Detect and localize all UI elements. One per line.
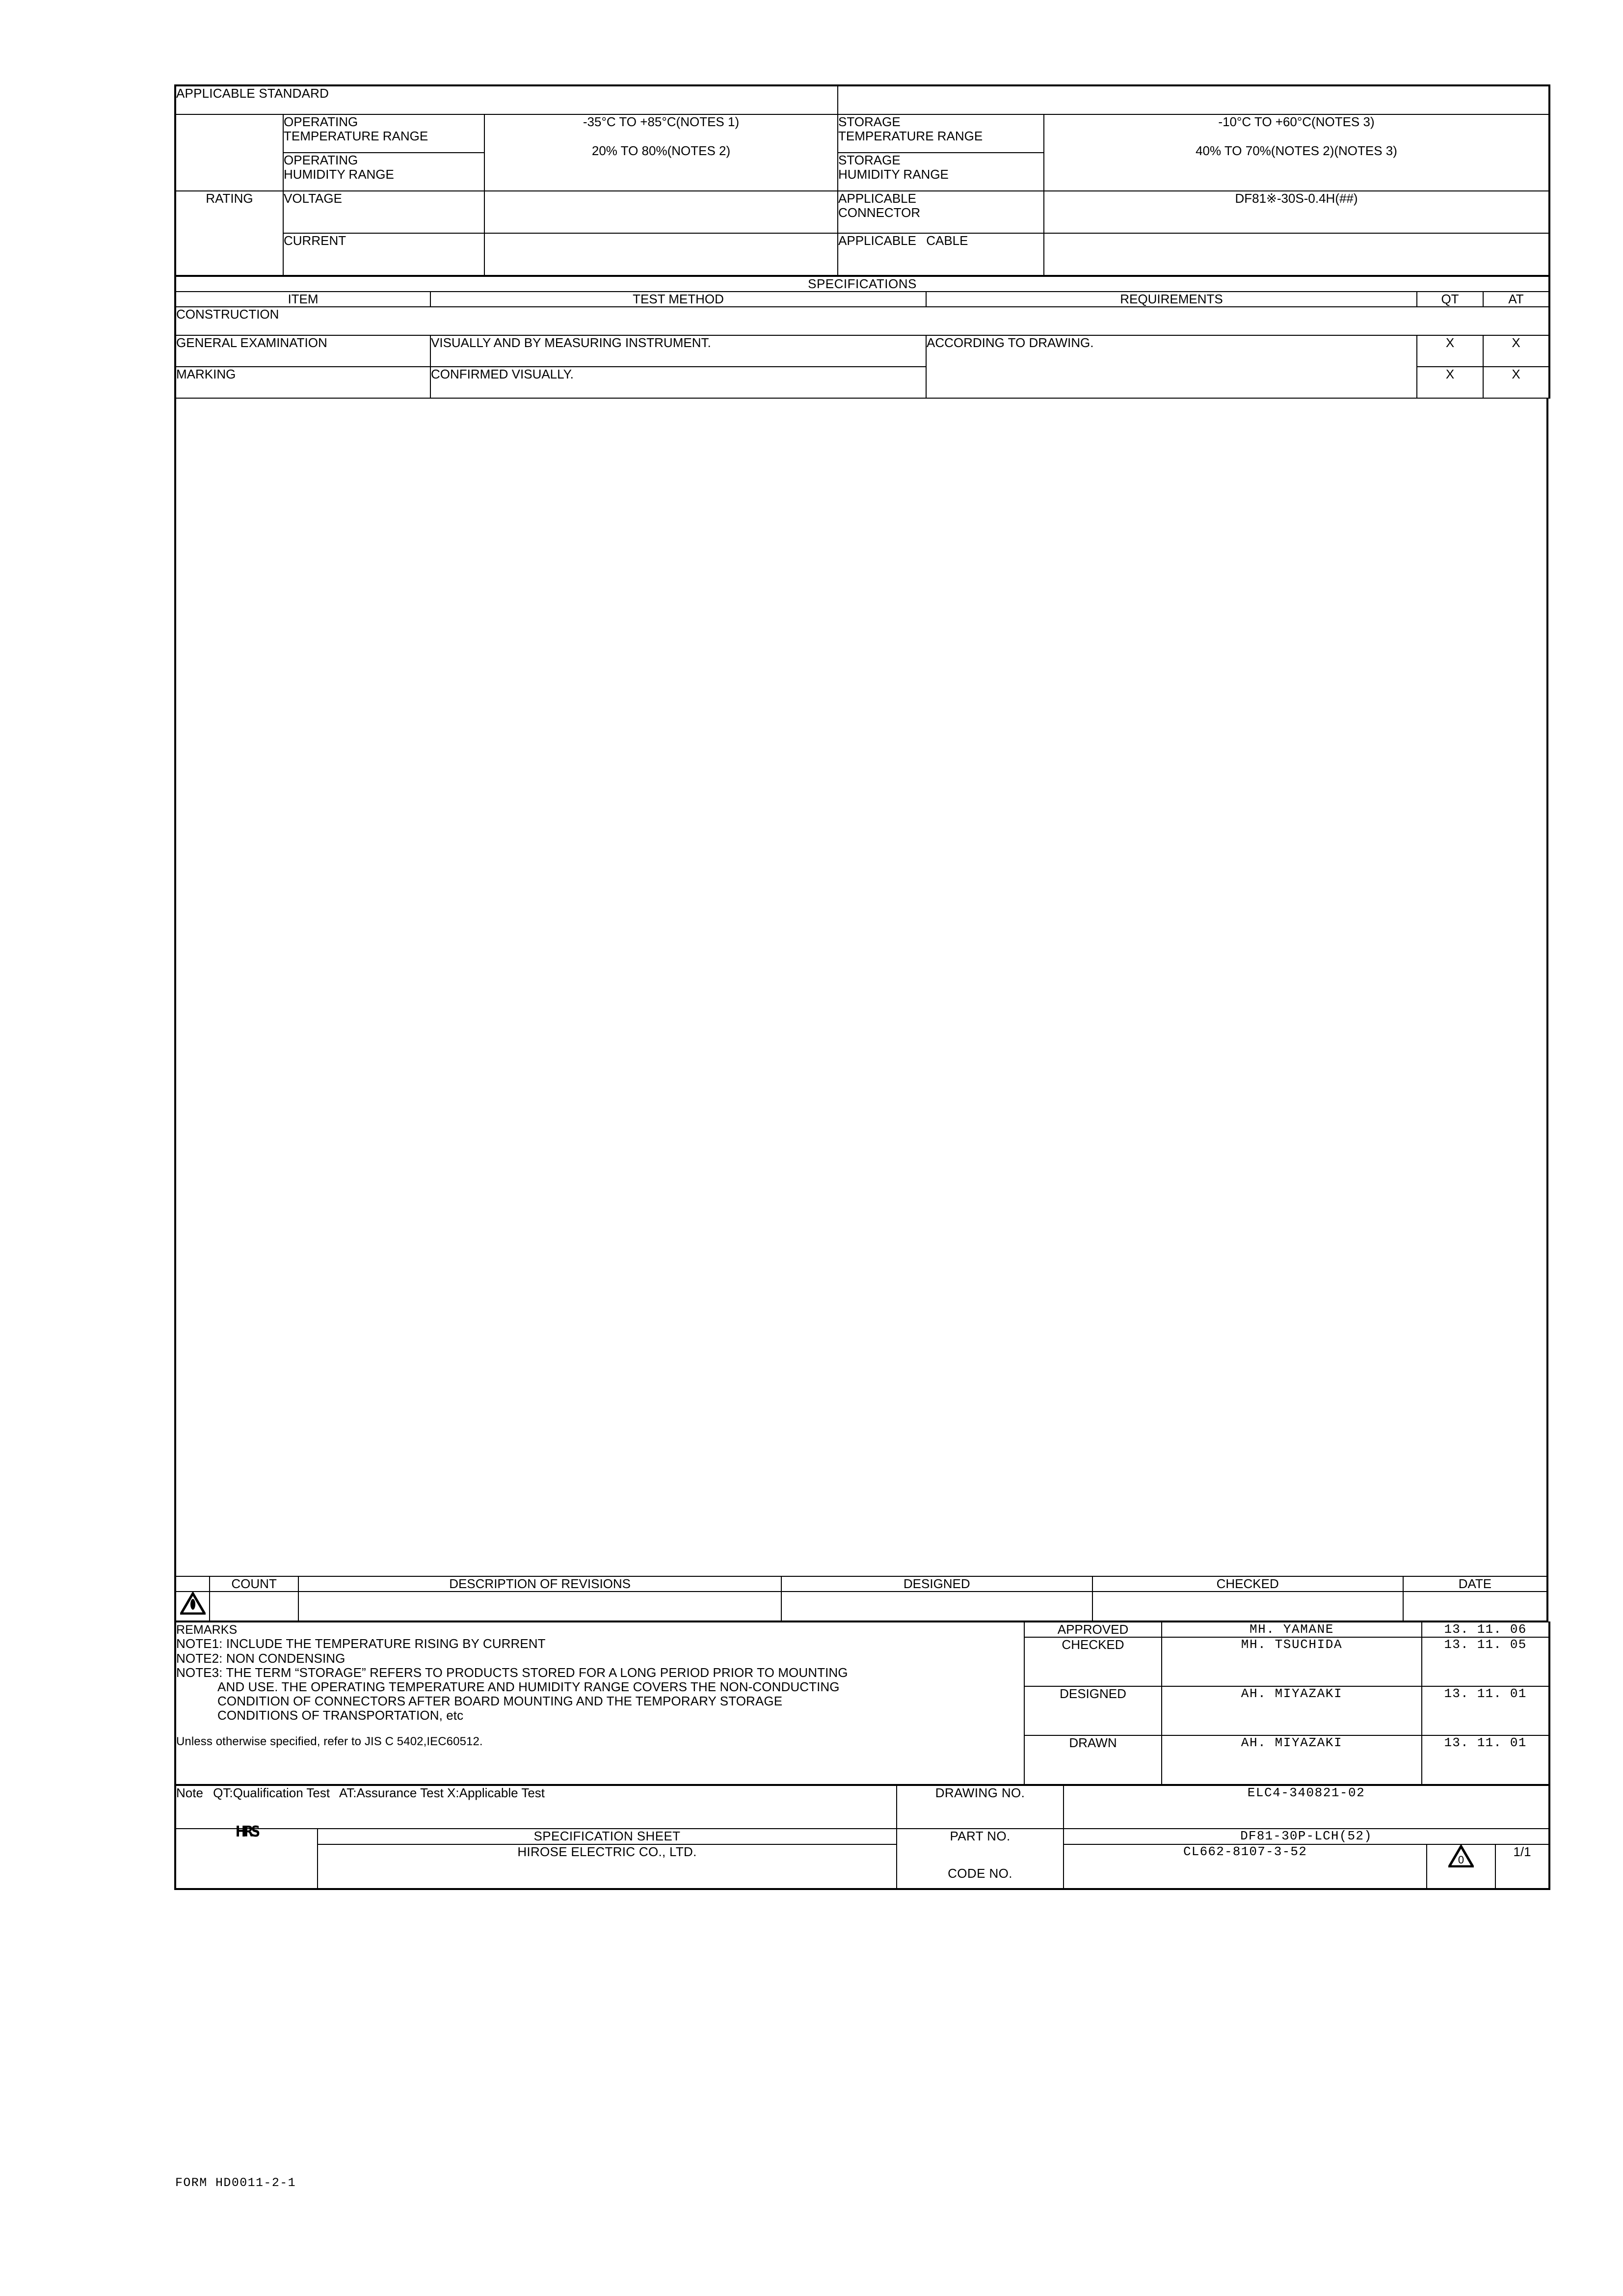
label-line-2: TEMPERATURE RANGE bbox=[284, 129, 428, 144]
table-row bbox=[175, 335, 1549, 367]
drawing-body-area bbox=[174, 399, 1548, 1576]
remarks-approval-table bbox=[174, 1621, 1550, 1785]
approval-date: 13. 11. 01 bbox=[1422, 1686, 1549, 1735]
header-test-method: TEST METHOD bbox=[430, 292, 926, 307]
remarks-block bbox=[175, 1622, 1024, 1784]
hrs-logo: HRS bbox=[175, 1823, 318, 1894]
remarks-title: REMARKS bbox=[176, 1623, 238, 1637]
label-line-1: STORAGE bbox=[838, 153, 901, 167]
code-no-row bbox=[175, 1844, 1549, 1889]
revision-header-description: DESCRIPTION OF REVISIONS bbox=[298, 1576, 781, 1592]
svg-text:0: 0 bbox=[1458, 1853, 1464, 1866]
header-item: ITEM bbox=[175, 292, 430, 307]
revision-mark-cell bbox=[175, 1592, 210, 1621]
revision-table bbox=[174, 1576, 1548, 1621]
code-no-value: CL662-8107-3-52 bbox=[1064, 1844, 1427, 1889]
applicable-standard-row bbox=[175, 85, 1549, 114]
row-item: GENERAL EXAMINATION bbox=[175, 335, 430, 367]
label-line-1: STORAGE bbox=[838, 114, 901, 129]
company-name: HIROSE ELECTRIC CO., LTD. bbox=[318, 1844, 897, 1889]
form-label: FORM HD0011-2-1 bbox=[175, 2176, 296, 2190]
table-row bbox=[175, 1592, 1547, 1621]
approval-date: 13. 11. 06 bbox=[1422, 1622, 1549, 1637]
remarks-note3-line3: CONDITION OF CONNECTORS AFTER BOARD MOUNTING AND THE TEMPORARY STORAGE bbox=[217, 1693, 783, 1708]
label-line-2: HUMIDITY RANGE bbox=[284, 167, 394, 182]
applicable-connector-label bbox=[838, 191, 1044, 233]
specifications-table bbox=[174, 276, 1550, 399]
revision-header-designed: DESIGNED bbox=[781, 1576, 1092, 1592]
construction-section-row bbox=[175, 307, 1549, 335]
approval-name: MH. TSUCHIDA bbox=[1162, 1637, 1422, 1686]
rating-label: RATING bbox=[175, 191, 283, 275]
header-qt: QT bbox=[1417, 292, 1483, 307]
label-line-2: TEMPERATURE RANGE bbox=[838, 129, 983, 144]
current-value bbox=[484, 233, 838, 275]
rating-table bbox=[174, 84, 1550, 276]
section-title-construction: CONSTRUCTION bbox=[175, 307, 1549, 335]
operating-temperature-value: -35°C TO +85°C(NOTES 1) bbox=[583, 114, 740, 129]
row-requirements: ACCORDING TO DRAWING. bbox=[926, 335, 1417, 398]
header-at: AT bbox=[1483, 292, 1549, 307]
row-qt: X bbox=[1417, 335, 1483, 367]
revision-count bbox=[210, 1592, 298, 1621]
revision-mark-cell bbox=[1427, 1844, 1495, 1889]
code-no-label-text: CODE NO. bbox=[948, 1865, 1012, 1881]
applicable-standard-label: APPLICABLE STANDARD bbox=[175, 85, 838, 114]
approval-name: AH. MIYAZAKI bbox=[1162, 1686, 1422, 1735]
part-no-value: DF81-30P-LCH(52) bbox=[1064, 1829, 1549, 1844]
approval-role: APPROVED bbox=[1024, 1622, 1162, 1637]
voltage-label: VOLTAGE bbox=[283, 191, 484, 233]
approval-date: 13. 11. 01 bbox=[1422, 1735, 1549, 1784]
row-item: MARKING bbox=[175, 367, 430, 398]
remarks-note3-line4: CONDITIONS OF TRANSPORTATION, etc bbox=[217, 1707, 464, 1723]
applicable-standard-value bbox=[838, 85, 1549, 114]
remarks-note3-line1: NOTE3: THE TERM “STORAGE” REFERS TO PRODUCTS STORED FOR A LONG PERIOD PRIOR TO MOUNTING bbox=[176, 1665, 848, 1680]
rating-row-current bbox=[175, 233, 1549, 275]
revision-date bbox=[1403, 1592, 1547, 1621]
rating-row-operating-temp bbox=[175, 114, 1549, 153]
remarks-approval-row-1 bbox=[175, 1622, 1549, 1637]
approval-name: MH. YAMANE bbox=[1162, 1622, 1422, 1637]
revision-designed bbox=[781, 1592, 1092, 1621]
label-line-1: APPLICABLE bbox=[838, 191, 916, 206]
storage-humidity-label bbox=[838, 153, 1044, 191]
page-number: 1/1 bbox=[1495, 1844, 1549, 1889]
drawing-no-value: ELC4-340821-02 bbox=[1064, 1785, 1549, 1829]
approval-date: 13. 11. 05 bbox=[1422, 1637, 1549, 1686]
specification-sheet bbox=[174, 84, 1548, 2165]
revision-header-row bbox=[175, 1576, 1547, 1592]
applicable-connector-value: DF81※-30S-0.4H(##) bbox=[1044, 191, 1549, 233]
specifications-title: SPECIFICATIONS bbox=[175, 276, 1549, 292]
part-no-row bbox=[175, 1829, 1549, 1844]
row-at: X bbox=[1483, 335, 1549, 367]
row-test-method: VISUALLY AND BY MEASURING INSTRUMENT. bbox=[430, 335, 926, 367]
remarks-note2: NOTE2: NON CONDENSING bbox=[176, 1650, 346, 1666]
sheet-title: SPECIFICATION SHEET bbox=[318, 1829, 897, 1844]
voltage-value bbox=[484, 191, 838, 233]
label-line-2: CONNECTOR bbox=[838, 205, 921, 220]
label-line-1: OPERATING bbox=[284, 153, 358, 167]
approval-role: CHECKED bbox=[1024, 1637, 1162, 1686]
revision-description bbox=[298, 1592, 781, 1621]
storage-values-cell bbox=[1044, 114, 1549, 191]
rating-label-cell bbox=[175, 114, 283, 191]
drawing-no-label: DRAWING NO. bbox=[897, 1785, 1064, 1829]
current-label: CURRENT bbox=[283, 233, 484, 275]
applicable-cable-label: APPLICABLE CABLE bbox=[838, 233, 1044, 275]
triangle-icon bbox=[180, 1592, 206, 1615]
approval-role: DESIGNED bbox=[1024, 1686, 1162, 1735]
operating-values-cell bbox=[484, 114, 838, 191]
revision-checked bbox=[1092, 1592, 1403, 1621]
row-qt: X bbox=[1417, 367, 1483, 398]
operating-humidity-value: 20% TO 80%(NOTES 2) bbox=[591, 143, 731, 159]
approval-role: DRAWN bbox=[1024, 1735, 1162, 1784]
row-at: X bbox=[1483, 367, 1549, 398]
revision-header-count: COUNT bbox=[210, 1576, 298, 1592]
triangle-revision-icon bbox=[1448, 1845, 1474, 1867]
applicable-cable-value bbox=[1044, 233, 1549, 275]
storage-humidity-value: 40% TO 70%(NOTES 2)(NOTES 3) bbox=[1196, 143, 1397, 159]
label-line-2: HUMIDITY RANGE bbox=[838, 167, 949, 182]
operating-humidity-label bbox=[283, 153, 484, 191]
storage-temperature-label bbox=[838, 114, 1044, 153]
remarks-note3-line2: AND USE. THE OPERATING TEMPERATURE AND HUMIDITY RANGE COVERS THE NON-CONDUCTING bbox=[217, 1679, 840, 1694]
label-line-1: OPERATING bbox=[284, 114, 358, 129]
operating-temperature-label bbox=[283, 114, 484, 153]
part-no-label bbox=[897, 1829, 1064, 1889]
part-no-label-text: PART NO. bbox=[950, 1829, 1011, 1844]
remarks-note1: NOTE1: INCLUDE THE TEMPERATURE RISING BY CURRENT bbox=[176, 1636, 546, 1651]
row-test-method: CONFIRMED VISUALLY. bbox=[430, 367, 926, 398]
approval-name: AH. MIYAZAKI bbox=[1162, 1735, 1422, 1784]
rating-row-voltage bbox=[175, 191, 1549, 233]
specifications-title-row bbox=[175, 276, 1549, 292]
storage-temperature-value: -10°C TO +60°C(NOTES 3) bbox=[1218, 114, 1375, 129]
note-legend: Note QT:Qualification Test AT:Assurance Test X:Applicable Test bbox=[175, 1785, 897, 1829]
remarks-jis-note: Unless otherwise specified, refer to JIS C 5402,IEC60512. bbox=[176, 1735, 483, 1749]
revision-header-checked: CHECKED bbox=[1092, 1576, 1403, 1592]
note-legend-row bbox=[175, 1785, 1549, 1829]
header-requirements: REQUIREMENTS bbox=[926, 292, 1417, 307]
revision-header-date: DATE bbox=[1403, 1576, 1547, 1592]
title-block-table bbox=[174, 1785, 1550, 1890]
revision-mark-header bbox=[175, 1576, 210, 1592]
specifications-header-row bbox=[175, 292, 1549, 307]
